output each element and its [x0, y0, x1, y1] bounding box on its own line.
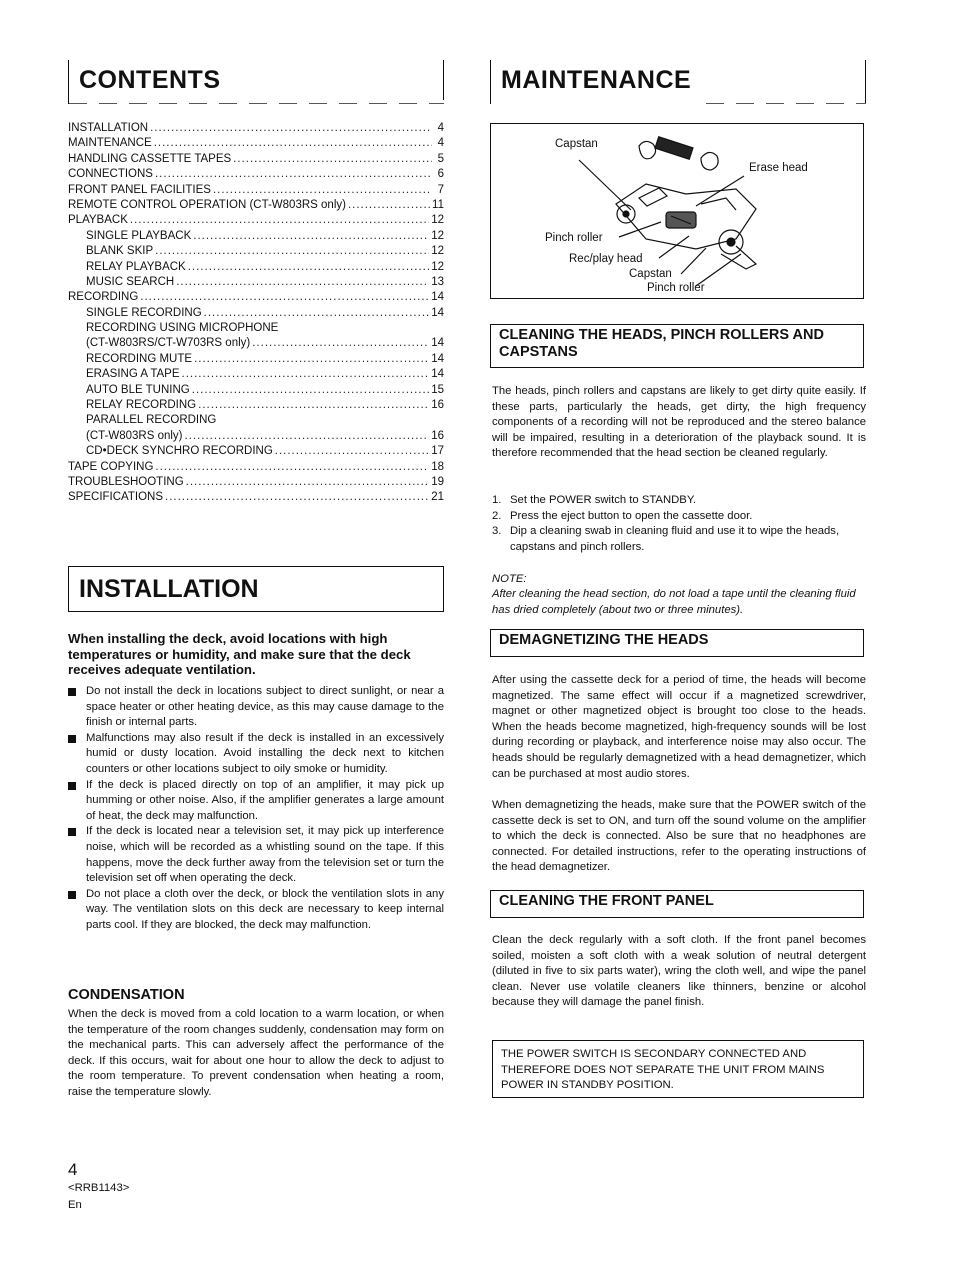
toc-entry-page: 14	[431, 352, 444, 365]
head-diagram	[490, 123, 864, 299]
step-number: 2.	[492, 509, 502, 522]
installation-bullet	[68, 778, 444, 825]
toc-leader-dots	[252, 337, 429, 349]
toc-entry-label: RECORDING USING MICROPHONE	[86, 322, 279, 335]
toc-entry-label: SINGLE PLAYBACK	[86, 229, 192, 242]
toc-entry-page: 14	[431, 368, 444, 381]
toc-entry-label: (CT-W803RS only)	[86, 429, 183, 442]
toc-entry-page: 4	[437, 122, 444, 134]
step-text: Dip a cleaning swab in cleaning fluid and use it to wipe the heads, capstans and pinch rollers.	[510, 525, 840, 553]
toc-entry	[68, 337, 444, 352]
toc-leader-dots	[185, 430, 430, 442]
toc-entry-label: MUSIC SEARCH	[86, 275, 175, 288]
rec-play-head-label: Rec/play head	[569, 253, 643, 265]
demagnetizing-text: After using the cassette deck for a period of time, the heads will become magnetized. The same effect will occur if a magnetized screwdriver, magnet or other magnetized object is brought too close to the heads. When the heads become magnetized, high-frequency sounds will be lost during recording or playback, and interference noise may also occur. The heads should be regularly demagnetized with a head demagnetizer, which can be purchased at most audio stores.	[492, 674, 866, 780]
toc-entry-page: 4	[437, 137, 444, 150]
toc-entry-label: MAINTENANCE	[68, 137, 152, 150]
toc-entry	[68, 399, 444, 414]
toc-entry-label: REMOTE CONTROL OPERATION (CT-W803RS only)	[68, 198, 346, 211]
note-label: NOTE:	[492, 573, 527, 585]
toc-leader-dots	[154, 137, 432, 149]
toc-leader-dots	[198, 399, 429, 411]
toc-entry-label: RECORDING MUTE	[86, 352, 193, 365]
toc-leader-dots	[186, 476, 430, 488]
swab-stick-icon	[655, 137, 693, 160]
front-panel-text: Clean the deck regularly with a soft cloth. If the front panel becomes soiled, moisten a soft cloth with a weak solution of neutral detergent (diluted in five to six parts water), wring the cloth well, and wipe the panel clean. Never use volatile cleaners like thinners, benzine or alcohol because they will damage the panel finish.	[492, 934, 866, 1009]
toc-entry-page: 19	[431, 475, 444, 488]
toc-entry-page: 12	[431, 260, 444, 273]
toc-entry	[68, 445, 444, 460]
installation-bullet	[68, 731, 444, 778]
toc-leader-dots	[348, 199, 430, 211]
bullet-text: Do not install the deck in locations subject to direct sunlight, or near a space heater or other heating device, as this may cause damage to the finish or internal parts.	[86, 685, 444, 729]
toc-entry-label: (CT-W803RS/CT-W703RS only)	[86, 337, 251, 350]
pinch-roller-bottom-label: Pinch roller	[647, 282, 705, 294]
toc-entry-label: RECORDING	[68, 291, 139, 304]
installation-title: INSTALLATION	[79, 575, 259, 603]
step-number: 3.	[492, 525, 502, 538]
toc-entry-label: PLAYBACK	[68, 214, 128, 227]
toc-entry-label: TROUBLESHOOTING	[68, 475, 184, 488]
maintenance-title: MAINTENANCE	[501, 66, 692, 94]
toc-entry	[68, 476, 444, 491]
page-footer	[68, 1160, 129, 1214]
condensation-heading: CONDENSATION	[68, 987, 185, 1003]
bullet-text: If the deck is located near a television set, it may pick up interference noise, which will be recorded as a whistling sound on the tape. If this happens, move the deck further away from the television set or turn the television set off when operating the deck.	[86, 825, 444, 885]
toc-entry-label: BLANK SKIP	[86, 245, 154, 258]
toc-entry-page: 11	[432, 198, 444, 211]
toc-leader-dots	[193, 230, 429, 242]
toc-entry-page: 6	[437, 168, 444, 181]
contents-section	[68, 60, 444, 507]
toc-entry-page: 18	[431, 460, 444, 473]
cleaning-steps	[492, 493, 866, 555]
toc-entry-page: 21	[431, 491, 444, 504]
toc-entry	[68, 461, 444, 476]
toc-entry-label: RELAY PLAYBACK	[86, 260, 186, 273]
toc-entry	[68, 122, 444, 137]
swab-tip-icon	[639, 141, 656, 158]
toc-leader-dots	[188, 261, 429, 273]
maintenance-heading	[490, 60, 866, 104]
toc-entry	[68, 245, 444, 260]
maintenance-section	[490, 60, 866, 104]
toc-entry-label: PARALLEL RECORDING	[86, 414, 217, 427]
toc-leader-dots	[194, 353, 429, 365]
toc-leader-dots	[233, 153, 432, 165]
toc-entry-label: FRONT PANEL FACILITIES	[68, 183, 211, 196]
toc-entry-label: HANDLING CASSETTE TAPES	[68, 152, 232, 165]
toc-entry-page: 12	[431, 245, 444, 258]
toc-entry	[68, 491, 444, 506]
toc-entry-page: 14	[431, 337, 444, 350]
toc-leader-dots	[204, 307, 430, 319]
erase-head-label: Erase head	[749, 162, 808, 174]
bullet-square-icon	[68, 735, 76, 743]
tape-head-illustration	[491, 124, 862, 297]
installation-lead: When installing the deck, avoid locations with high temperatures or humidity, and make sure that the deck receives adequate ventilation.	[68, 631, 411, 677]
capstan-top-label: Capstan	[555, 138, 598, 150]
toc-entry	[68, 184, 444, 199]
bullet-square-icon	[68, 891, 76, 899]
toc-entry-label: SPECIFICATIONS	[68, 491, 163, 504]
cleaning-step	[492, 509, 866, 525]
toc-leader-dots	[140, 291, 429, 303]
toc-entry-page: 15	[431, 383, 444, 396]
step-text: Set the POWER switch to STANDBY.	[510, 494, 697, 506]
toc-entry	[68, 368, 444, 383]
step-text: Press the eject button to open the cassette door.	[510, 509, 753, 522]
note-text: After cleaning the head section, do not load a tape until the cleaning fluid has dried completely (about two or three minutes).	[492, 588, 856, 616]
bullet-text: If the deck is placed directly on top of an amplifier, it may pick up humming or other noise. Also, if the amplifier generates a large amount of heat, the deck may malfunction.	[86, 778, 444, 822]
cleaning-heads-heading: CLEANING THE HEADS, PINCH ROLLERS AND CAPSTANS	[490, 324, 864, 368]
toc-entry	[68, 153, 444, 168]
swab-tip-icon-2	[701, 152, 718, 170]
condensation-text: When the deck is moved from a cold location to a warm location, or when the temperature of the room changes suddenly, condensation may form on the mechanical parts. This can adversely affect the performance of the deck. If this occurs, wait for about one hour to allow the deck to adjust to the room temperature. To prevent condensation when heating a room, raise the temperature slowly.	[68, 1008, 444, 1098]
toc-entry-page: 7	[437, 183, 444, 196]
installation-bullet	[68, 824, 444, 886]
toc-entry-label: INSTALLATION	[68, 122, 149, 134]
toc-leader-dots	[213, 184, 432, 196]
toc-leader-dots	[182, 368, 430, 380]
bullet-square-icon	[68, 828, 76, 836]
toc-entry	[68, 307, 444, 322]
front-panel-heading: CLEANING THE FRONT PANEL	[490, 890, 864, 918]
toc-entry	[68, 276, 444, 291]
power-switch-notice: THE POWER SWITCH IS SECONDARY CONNECTED AND THEREFORE DOES NOT SEPARATE THE UNIT FROM MAINS POWER IN STANDBY POSITION.	[492, 1040, 864, 1098]
toc-entry	[68, 384, 444, 399]
installation-bullet	[68, 684, 444, 731]
page-number: 4	[68, 1160, 78, 1179]
toc-entry-label: AUTO BLE TUNING	[86, 383, 190, 396]
pinch-roller-left-label: Pinch roller	[545, 232, 603, 244]
toc-entry-label: ERASING A TAPE	[86, 368, 180, 381]
installation-bullets	[68, 684, 444, 934]
toc-entry	[68, 322, 444, 337]
toc-entry-label: CONNECTIONS	[68, 168, 153, 181]
table-of-contents	[68, 122, 444, 507]
bullet-text: Malfunctions may also result if the deck is installed in an excessively humid or dusty location. Avoid installing the deck next to kitchen counters or other locations subject to oily smoke or humidity.	[86, 731, 444, 775]
toc-entry-page: 16	[431, 399, 444, 412]
toc-entry-page: 13	[431, 275, 444, 288]
toc-entry	[68, 199, 444, 214]
toc-entry-page: 14	[431, 306, 444, 319]
toc-entry-page: 14	[431, 291, 444, 304]
toc-leader-dots	[155, 461, 429, 473]
toc-entry	[68, 214, 444, 229]
cleaning-heads-text: The heads, pinch rollers and capstans are likely to get dirty quite easily. If these parts, particularly the heads, get dirty, the high frequency components of a recording will not be reproduced and the stereo balance will be impaired, resulting in a deterioration of the playback sound. It is therefore recommended that the head section be cleaned regularly.	[492, 385, 866, 460]
toc-leader-dots	[155, 245, 429, 257]
toc-entry-label: RELAY RECORDING	[86, 399, 197, 412]
toc-entry-page: 12	[431, 229, 444, 242]
toc-leader-dots	[165, 491, 429, 503]
toc-entry	[68, 230, 444, 245]
toc-entry	[68, 261, 444, 276]
contents-heading	[68, 60, 444, 104]
toc-entry-page: 17	[431, 445, 444, 458]
cleaning-step	[492, 524, 866, 555]
toc-entry-page: 5	[437, 152, 444, 165]
bullet-text: Do not place a cloth over the deck, or block the ventilation slots in any way. The ventilation slots on this deck are necessary to keep internal parts cool. If they are blocked, the deck may malfunction.	[86, 887, 444, 931]
toc-entry-label: SINGLE RECORDING	[86, 306, 202, 319]
toc-entry	[68, 414, 444, 429]
toc-leader-dots	[192, 384, 429, 396]
toc-entry-page: 16	[431, 429, 444, 442]
toc-entry	[68, 353, 444, 368]
toc-leader-dots	[275, 445, 429, 457]
installation-bullet	[68, 887, 444, 934]
toc-leader-dots	[130, 214, 429, 226]
toc-entry-label: CD•DECK SYNCHRO RECORDING	[86, 445, 273, 458]
document-code: <RRB1143>	[68, 1182, 130, 1194]
toc-leader-dots	[176, 276, 429, 288]
toc-entry	[68, 168, 444, 183]
demagnetizing-text-2: When demagnetizing the heads, make sure that the POWER switch of the cassette deck is set to ON, and turn off the sound volume on the amplifier to which the deck is connected. Also be sure that no headphones are connected. For detailed instructions, refer to the operating instructions of the head demagnetizer.	[492, 799, 866, 874]
toc-entry	[68, 291, 444, 306]
installation-heading	[68, 566, 444, 612]
contents-title: CONTENTS	[79, 66, 221, 94]
toc-leader-dots	[155, 168, 432, 180]
capstan-bottom-label: Capstan	[629, 268, 672, 280]
step-number: 1.	[492, 494, 502, 506]
cleaning-step	[492, 493, 866, 509]
toc-entry	[68, 137, 444, 152]
toc-entry-label: TAPE COPYING	[68, 460, 154, 473]
toc-entry	[68, 430, 444, 445]
bullet-square-icon	[68, 688, 76, 696]
toc-entry-page: 12	[431, 214, 444, 227]
toc-leader-dots	[150, 122, 432, 134]
language-code: En	[68, 1199, 82, 1211]
bullet-square-icon	[68, 782, 76, 790]
demagnetizing-heading: DEMAGNETIZING THE HEADS	[490, 629, 864, 657]
